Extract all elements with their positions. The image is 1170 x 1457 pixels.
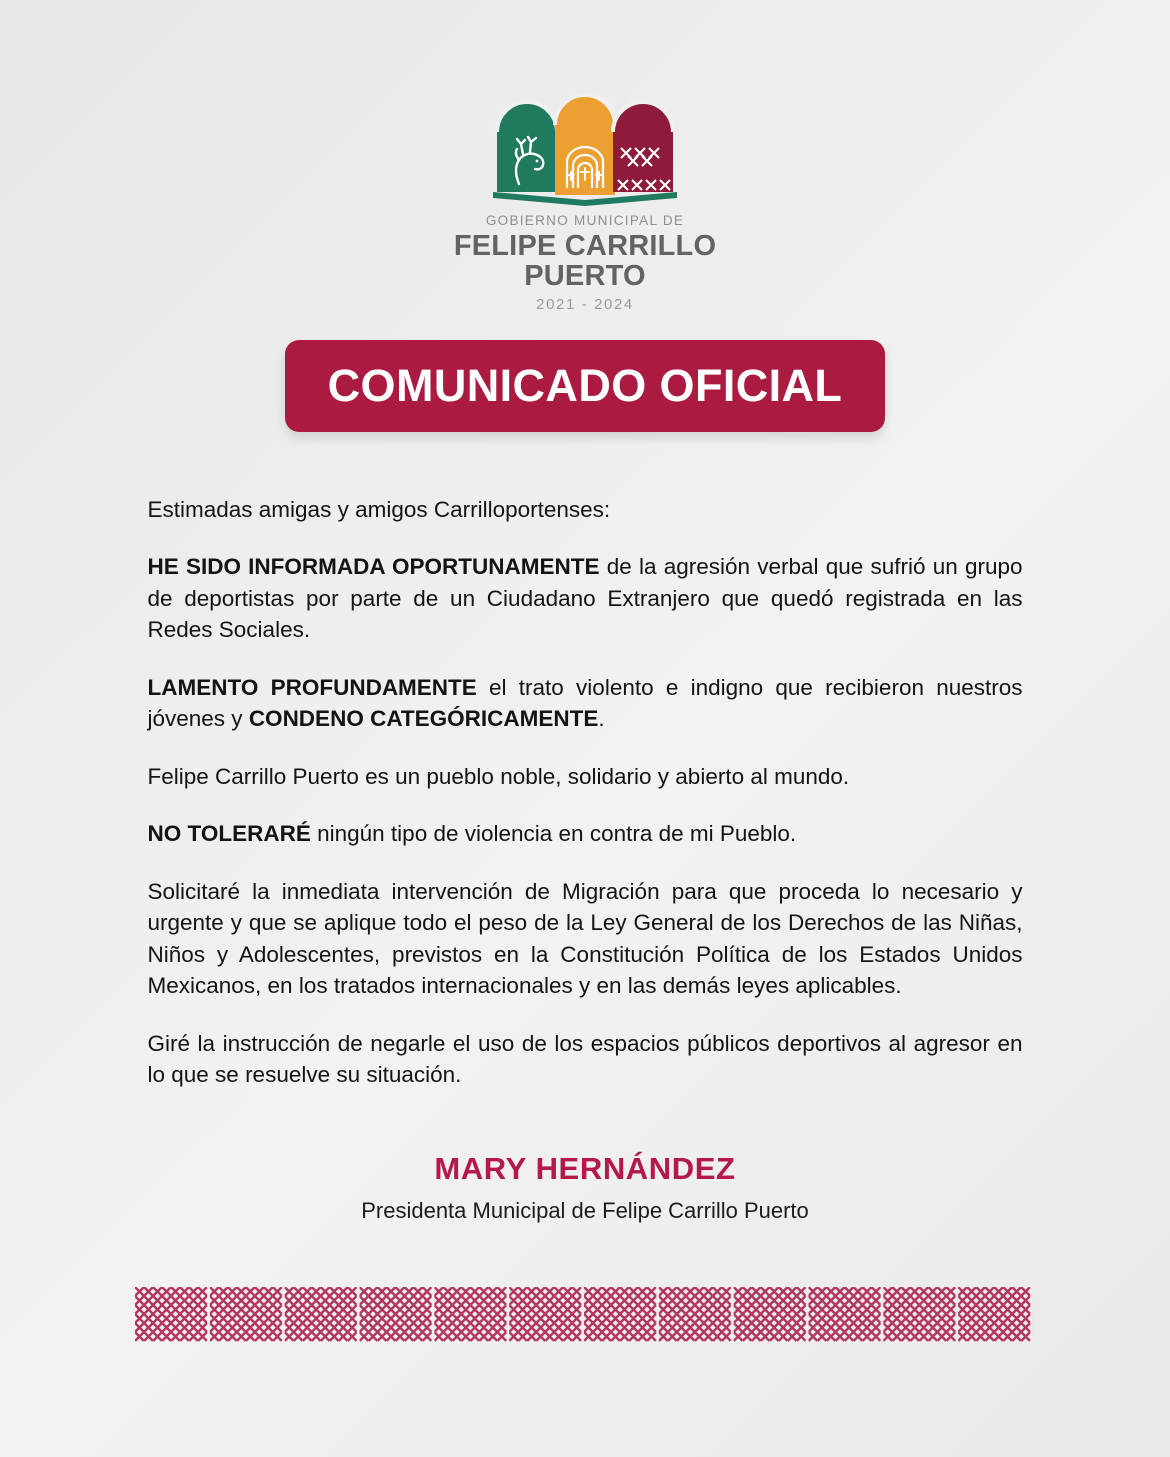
emphasis-text: LAMENTO PROFUNDAMENTE (147, 674, 477, 700)
deer-panel-icon (497, 102, 557, 192)
comunicado-banner (285, 340, 885, 432)
paragraph-migration-request (148, 876, 1023, 1002)
cross-stitch-band-icon (135, 1287, 1033, 1343)
banner-title: COMUNICADO OFICIAL (327, 359, 843, 411)
logo-line-gobierno: GOBIERNO MUNICIPAL DE (485, 213, 685, 228)
body-text: Felipe Carrillo Puerto es un pueblo noble, solidario y abierto al mundo. (147, 763, 850, 789)
signature-block (148, 1151, 1023, 1224)
body-text: el trato violento e indigno que recibieron nuestros jóvenes y (147, 674, 1023, 731)
communique-body (148, 494, 1023, 1091)
emphasis-text: NO TOLERARÉ (147, 821, 311, 846)
church-panel-icon (555, 95, 615, 195)
footer-border-pattern (135, 1287, 1033, 1343)
signature-role: Presidenta Municipal de Felipe Carrillo Puerto (361, 1197, 809, 1223)
coat-of-arms-icon (485, 92, 685, 210)
body-text: de la agresión verbal que sufrió un grupo de deportistas por parte de un Ciudadano Extranjero que quedó registrada en las Redes Sociales. (147, 554, 1023, 642)
logo-line-puerto: PUERTO (524, 259, 646, 292)
body-text: Solicitaré la inmediata intervención de Migración para que proceda lo necesario y urgente y que se aplique todo el peso de la Ley General de los Derechos de las Niñas, Niños y Adolescentes, previstos en la Constitución Política de los Estados Unidos Mexicanos, en los tratados internacionales y en las demás leyes aplicables. (147, 878, 1023, 998)
paragraph-no-tolerance (148, 818, 1023, 850)
body-text: ningún tipo de violencia en contra de mi Pueblo. (310, 821, 797, 846)
embroidery-panel-icon (613, 102, 673, 192)
logo-line-years: 2021 - 2024 (536, 295, 634, 313)
signature-name: MARY HERNÁNDEZ (434, 1150, 736, 1186)
paragraph-greeting (148, 494, 1023, 526)
paragraph-regret (148, 672, 1023, 735)
logo-wordmark (454, 214, 716, 312)
government-logo (453, 92, 717, 313)
paragraph-sports-ban (148, 1028, 1023, 1091)
body-text: Giré la instrucción de negarle el uso de los espacios públicos deportivos al agresor en lo que se resuelve su situación. (147, 1030, 1023, 1087)
logo-line-felipe-carrillo: FELIPE CARRILLO (453, 229, 717, 262)
emphasis-text: HE SIDO INFORMADA OPORTUNAMENTE (147, 554, 600, 579)
paragraph-noble-town (148, 761, 1023, 793)
paragraph-informed (148, 551, 1023, 646)
body-text: Estimadas amigas y amigos Carrilloportenses: (147, 496, 611, 522)
body-text: . (598, 706, 605, 731)
emphasis-text: CONDENO CATEGÓRICAMENTE (248, 706, 599, 731)
